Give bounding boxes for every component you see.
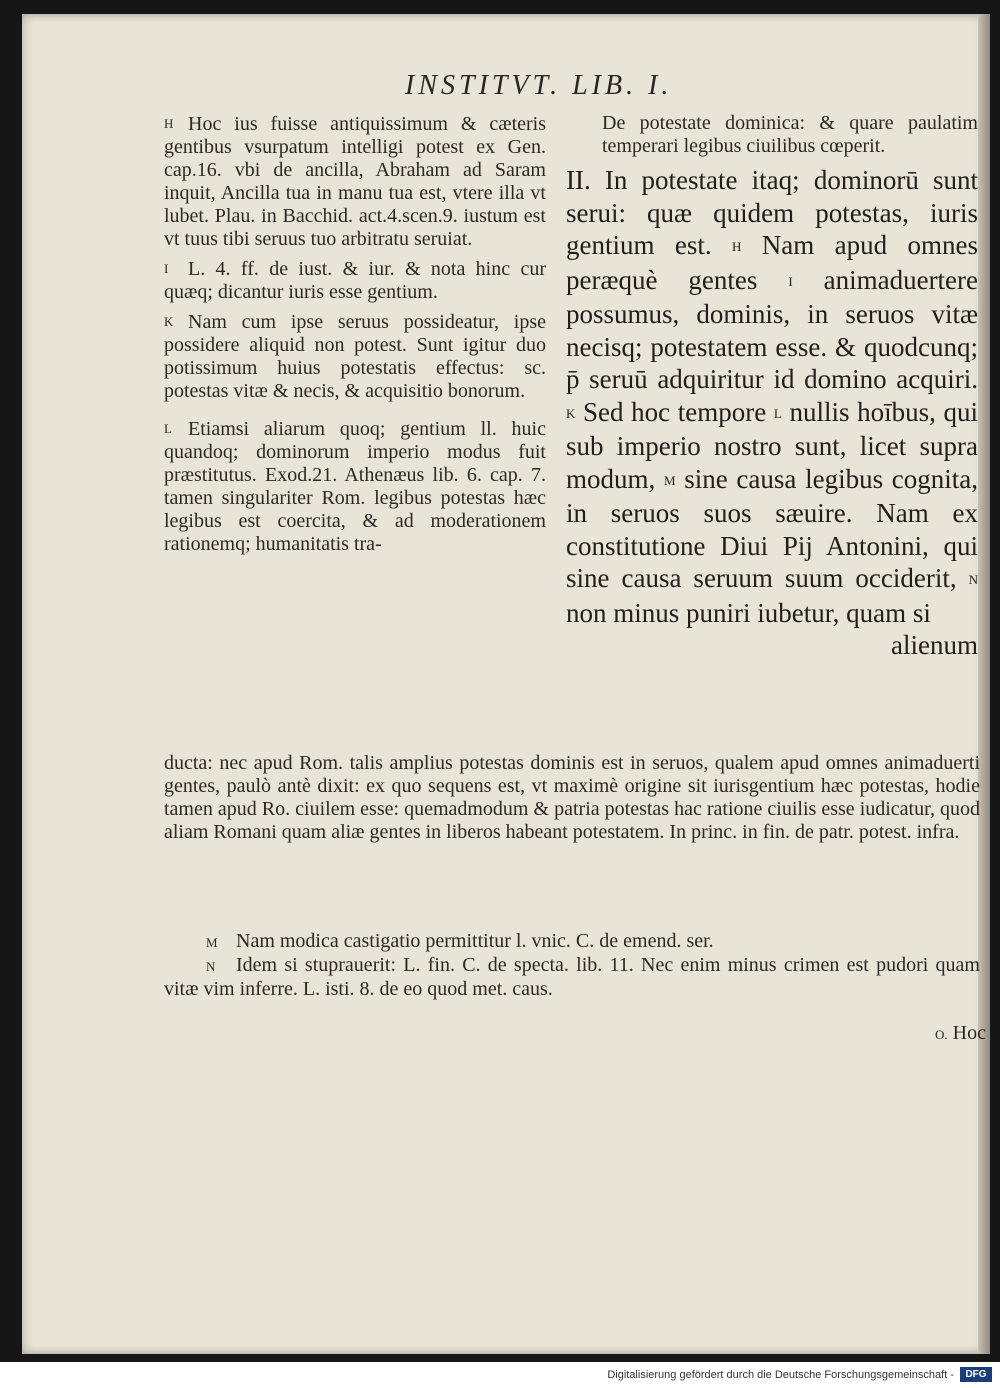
section-summary: De potestate dominica: & quare paulatim temperari legibus ciuilibus cœperit. xyxy=(602,112,978,157)
note-text: Etiamsi aliarum quoq; gentium ll. huic quandoq; dominorum imperio modus fuit præstitutus. Exod.21. Athenæus lib. 6. cap. 7. tamen singulariter Rom. legibus potestas hæc legibus est coercita, & ad moderationem rationemq; humanitatis tra- xyxy=(164,418,546,555)
page-edge xyxy=(978,14,990,1354)
note-reference: K xyxy=(566,405,576,421)
note-i xyxy=(164,257,546,304)
note-text: Nam modica castigatio permittitur l. vnic. C. de emend. ser. xyxy=(236,930,714,952)
bottom-notes xyxy=(164,930,980,1001)
main-text-segment: Sed hoc tempore xyxy=(583,396,767,427)
note-text: Idem si stuprauerit: L. fin. C. de specta. lib. 11. Nec enim minus crimen est pudori quam vitæ vim inferre. L. isti. 8. de eo quod met. caus. xyxy=(164,954,980,1000)
note-text: Nam cum ipse seruus possideatur, ipse possidere aliquid non potest. Sunt igitur duo potissimum huius potestatis effectus: sc. potestas vitæ & necis, & acquisitio bonorum. xyxy=(164,311,546,402)
catchword-marker: O. xyxy=(935,1027,948,1042)
main-text-segment: nullis hoībus, qui sub imperio nostro sunt, licet supra modum, xyxy=(566,396,979,494)
main-text-segment: non minus puniri iubetur, quam si xyxy=(566,597,931,628)
note-h xyxy=(164,112,546,251)
note-reference: N xyxy=(968,572,978,587)
note-l xyxy=(164,417,546,556)
note-text: Hoc ius fuisse antiquissimum & cæteris gentibus vsurpatum intelligi potest ex Gen. cap.16. vbi de ancilla, Abraham ad Saram inquit, Ancilla tua in manu tua est, vtere illa vt lubet. Plau. in Bacchid. act.4.scen.9. iustum est vt tuus tibi seruus tuo arbitratu seruiat. xyxy=(164,113,546,250)
note-marker: L xyxy=(164,421,172,436)
left-notes-column xyxy=(164,112,546,562)
main-text-column xyxy=(566,112,978,662)
main-text-segment: II. In potestate itaq; dominorū sunt serui: quæ quidem potestas, iuris gentium est. xyxy=(566,165,978,260)
note-k xyxy=(164,310,546,403)
note-reference: M xyxy=(663,472,676,488)
main-paragraph xyxy=(566,164,978,662)
main-text-last-word: alienum xyxy=(891,630,978,660)
note-m xyxy=(164,930,980,954)
note-reference: L xyxy=(773,405,782,421)
note-marker: N xyxy=(206,959,216,974)
main-text-segment: animaduertere possumus, dominis, in seruos vitæ necisq; potestatem esse. & quodcunq; p̄ seruū adquiritur id domino acquiri. xyxy=(566,264,979,394)
note-marker: K xyxy=(164,314,174,329)
catchword xyxy=(935,1022,986,1045)
note-reference: I xyxy=(788,273,793,289)
note-marker: I xyxy=(164,261,169,276)
note-continuation: ducta: nec apud Rom. talis amplius potestas dominis est in seruos, qualem apud omnes animaduerti gentes, paulò antè dixit: ex quo sequens est, vt maximè origine sit iurisgentium hæc potestas, hodie tamen apud Ro. ciuilem esse: quemadmodum & patria potestas hac ratione ciuilis esse iudicatur, quod aliam Romani quam aliæ gentes in liberos habeant potestatem. In princ. in fin. de patr. potest. infra. xyxy=(164,752,980,843)
running-head: INSTITVT. LIB. I. xyxy=(405,70,673,101)
note-reference: H xyxy=(732,239,742,254)
note-text: L. 4. ff. de iust. & iur. & nota hinc cur quæq; dicantur iuris esse gentium. xyxy=(164,258,546,303)
dfg-logo-icon: DFG xyxy=(960,1367,992,1382)
note-marker: H xyxy=(164,116,174,131)
main-text-segment: Nam apud omnes peræquè gentes xyxy=(566,230,979,295)
catchword-text: Hoc xyxy=(952,1022,986,1044)
digitization-credit: Digitalisierung gefördert durch die Deutsche Forschungsgemeinschaft - xyxy=(607,1369,954,1381)
note-marker: M xyxy=(206,935,218,950)
main-text-segment: sine causa legibus cognita, in seruos suos sæuire. Nam ex constitutione Diui Pij Antonini, qui sine causa seruum suum occiderit, xyxy=(566,463,979,593)
note-n xyxy=(164,954,980,1001)
